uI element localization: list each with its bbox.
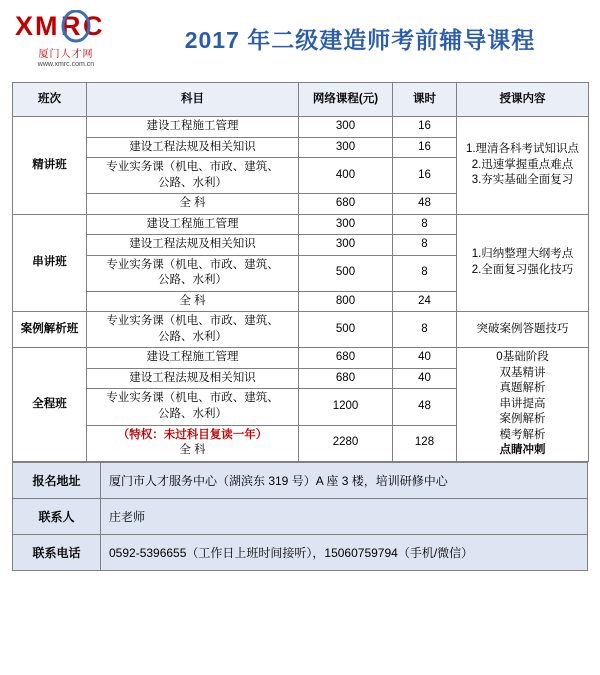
subject-cell xyxy=(87,194,299,215)
content-line: 模考解析 xyxy=(499,428,546,441)
class-name-cell: 精讲班 xyxy=(13,117,87,215)
subject-text: 全 科 xyxy=(179,444,206,457)
hours-cell: 16 xyxy=(393,137,457,158)
content-line: 突破案例答题技巧 xyxy=(476,322,569,335)
subject-cell xyxy=(87,137,299,158)
hours-cell: 8 xyxy=(393,214,457,235)
price-cell: 800 xyxy=(299,291,393,312)
hours-cell: 8 xyxy=(393,235,457,256)
teaching-content-cell xyxy=(457,312,589,348)
info-value: 0592-5396655（工作日上班时间接听），15060759794（手机/微信） xyxy=(101,534,588,570)
info-row xyxy=(13,498,588,534)
content-line: 真题解析 xyxy=(499,382,546,395)
price-cell: 680 xyxy=(299,348,393,369)
hours-cell: 48 xyxy=(393,194,457,215)
hours-cell: 16 xyxy=(393,117,457,138)
content-line: 双基精讲 xyxy=(499,366,546,379)
subject-text: 公路、水利） xyxy=(158,274,227,287)
logo-wordmark-icon xyxy=(14,10,118,44)
subject-cell xyxy=(87,158,299,194)
price-cell: 300 xyxy=(299,235,393,256)
subject-text: 公路、水利） xyxy=(158,407,227,420)
subject-text: 全 科 xyxy=(179,197,206,210)
content-line: 1.归纳整理大纲考点 xyxy=(471,248,574,261)
subject-cell xyxy=(87,117,299,138)
teaching-content-cell xyxy=(457,117,589,215)
class-name-cell: 串讲班 xyxy=(13,214,87,312)
class-name-cell: 案例解析班 xyxy=(13,312,87,348)
col-header-hours: 课时 xyxy=(393,83,457,117)
subject-text: 公路、水利） xyxy=(158,330,227,343)
content-line: 2.迅速掌握重点难点 xyxy=(471,158,574,171)
price-cell: 300 xyxy=(299,137,393,158)
page-title: 2017 年二级建造师考前辅导课程 xyxy=(184,27,536,53)
hours-cell: 24 xyxy=(393,291,457,312)
subject-text: 建设工程施工管理 xyxy=(146,351,239,364)
teaching-content-cell xyxy=(457,348,589,462)
logo-chinese-name: 厦门人才网 xyxy=(38,49,94,60)
info-label: 报名地址 xyxy=(13,462,101,498)
xmrc-logo xyxy=(12,8,120,70)
info-label: 联系电话 xyxy=(13,534,101,570)
content-line: 0基础阶段 xyxy=(496,351,549,364)
info-value: 庄老师 xyxy=(101,498,588,534)
subject-cell xyxy=(87,389,299,425)
table-row xyxy=(13,312,589,348)
price-cell: 500 xyxy=(299,312,393,348)
table-row xyxy=(13,214,589,235)
content-line: 串讲提高 xyxy=(499,397,546,410)
subject-text: 专业实务课（机电、市政、建筑、 xyxy=(106,392,279,405)
subject-text: 专业实务课（机电、市政、建筑、 xyxy=(106,161,279,174)
hours-cell: 8 xyxy=(393,312,457,348)
table-row xyxy=(13,348,589,369)
hours-cell: 40 xyxy=(393,368,457,389)
info-value: 厦门市人才服务中心（湖滨东 319 号）A 座 3 楼，培训研修中心 xyxy=(101,462,588,498)
hours-cell: 8 xyxy=(393,255,457,291)
content-line: 2.全面复习强化技巧 xyxy=(471,263,574,276)
subject-cell xyxy=(87,291,299,312)
col-header-subject: 科目 xyxy=(87,83,299,117)
content-line: 1.理清各科考试知识点 xyxy=(465,143,580,156)
hours-cell: 128 xyxy=(393,425,457,461)
price-cell: 300 xyxy=(299,214,393,235)
price-cell: 2280 xyxy=(299,425,393,461)
info-row xyxy=(13,534,588,570)
price-cell: 680 xyxy=(299,194,393,215)
table-header-row xyxy=(13,83,589,117)
content-line: 3.夯实基础全面复习 xyxy=(471,174,574,187)
subject-cell xyxy=(87,312,299,348)
info-row xyxy=(13,462,588,498)
subject-text: 全 科 xyxy=(179,294,206,307)
table-row xyxy=(13,117,589,138)
price-cell: 1200 xyxy=(299,389,393,425)
svg-text:R: R xyxy=(61,11,81,41)
logo-url: www.xmrc.com.cn xyxy=(37,61,95,68)
price-cell: 300 xyxy=(299,117,393,138)
hours-cell: 40 xyxy=(393,348,457,369)
page-header xyxy=(0,0,600,76)
teaching-content-cell xyxy=(457,214,589,312)
subject-text: 建设工程施工管理 xyxy=(146,217,239,230)
svg-text:M: M xyxy=(35,11,58,41)
subject-cell xyxy=(87,368,299,389)
col-header-content: 授课内容 xyxy=(457,83,589,117)
content-line: 点睛冲刺 xyxy=(499,444,546,457)
subject-text: 建设工程施工管理 xyxy=(146,120,239,132)
contact-info-table xyxy=(12,462,588,571)
col-header-class: 班次 xyxy=(13,83,87,117)
subject-text: 专业实务课（机电、市政、建筑、 xyxy=(106,258,279,271)
course-table xyxy=(12,82,589,462)
subject-text: 公路、水利） xyxy=(158,176,227,189)
subject-cell xyxy=(87,214,299,235)
hours-cell: 48 xyxy=(393,389,457,425)
subject-cell xyxy=(87,348,299,369)
svg-text:X: X xyxy=(15,11,34,41)
subject-text: 建设工程法规及相关知识 xyxy=(129,238,256,251)
info-label: 联系人 xyxy=(13,498,101,534)
subject-cell xyxy=(87,255,299,291)
subject-cell xyxy=(87,235,299,256)
subject-text: 专业实务课（机电、市政、建筑、 xyxy=(106,315,279,328)
subject-text: 建设工程法规及相关知识 xyxy=(129,140,256,153)
price-cell: 400 xyxy=(299,158,393,194)
price-cell: 500 xyxy=(299,255,393,291)
price-cell: 680 xyxy=(299,368,393,389)
hours-cell: 16 xyxy=(393,158,457,194)
subject-note: （特权：未过科目复读一年） xyxy=(117,428,268,441)
table-body xyxy=(13,117,589,462)
subject-cell xyxy=(87,425,299,461)
svg-text:C: C xyxy=(83,11,103,41)
col-header-price: 网络课程(元) xyxy=(299,83,393,117)
subject-text: 建设工程法规及相关知识 xyxy=(129,371,256,384)
class-name-cell: 全程班 xyxy=(13,348,87,462)
content-line: 案例解析 xyxy=(499,413,546,426)
